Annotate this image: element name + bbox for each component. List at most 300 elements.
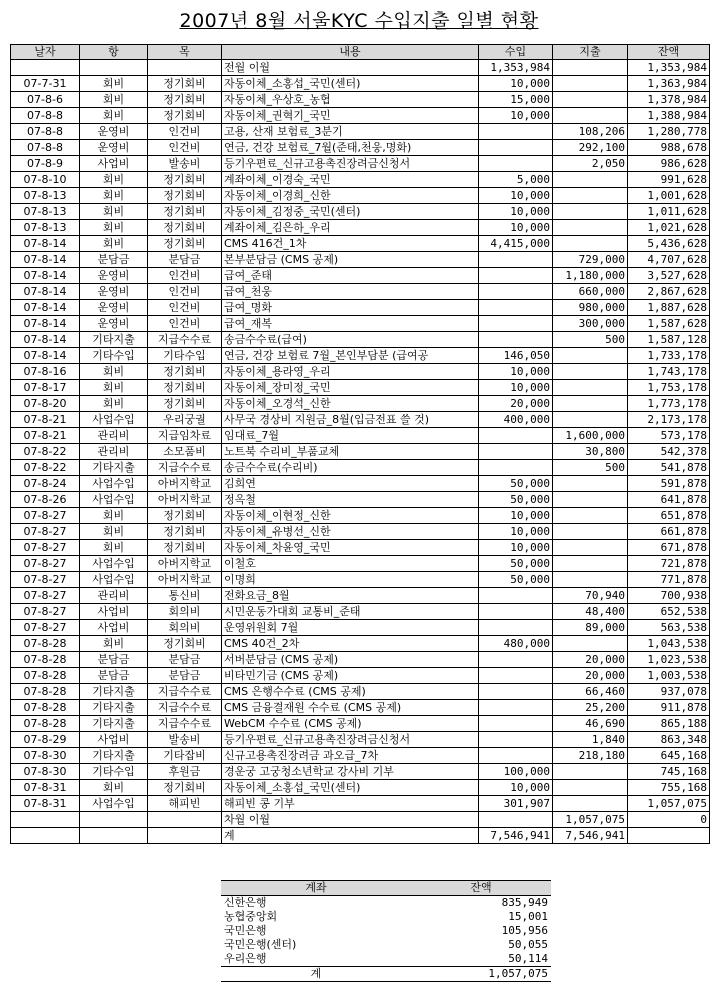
cell-expense: 300,000: [553, 316, 628, 332]
cell-sub: 정기회비: [148, 540, 222, 556]
cell-sub: 아버지학교: [148, 572, 222, 588]
total-balance: [628, 828, 710, 844]
table-row: [11, 668, 710, 684]
cell-income: 301,907: [479, 796, 553, 812]
summary-cell-balance: 50,114: [508, 952, 548, 965]
table-row: [11, 92, 710, 108]
table-row: [11, 556, 710, 572]
cell-expense: 70,940: [553, 588, 628, 604]
cell-expense: [553, 364, 628, 380]
cell-sub: 발송비: [148, 156, 222, 172]
summary-cell-account: 국민은행: [224, 924, 267, 937]
cell-balance: 651,878: [628, 508, 710, 524]
cell-date: 07-8-28: [11, 684, 80, 700]
cell-date: 07-8-14: [11, 236, 80, 252]
cell-date: 07-8-8: [11, 124, 80, 140]
cell-date: 07-8-31: [11, 780, 80, 796]
cell-expense: 1,057,075: [553, 812, 628, 828]
cell-desc: 자동이체_차윤영_국민: [222, 540, 479, 556]
cell-income: 50,000: [479, 476, 553, 492]
cell-income: 4,415,000: [479, 236, 553, 252]
cell-desc: 자동이체_이현정_신한: [222, 508, 479, 524]
cell-expense: [553, 108, 628, 124]
cell-desc: 비타민기금 (CMS 공제): [222, 668, 479, 684]
cell-expense: [553, 508, 628, 524]
cell-balance: 4,707,628: [628, 252, 710, 268]
cell-item: 사업수입: [80, 796, 148, 812]
cell-income: [479, 588, 553, 604]
ledger-total-row: [11, 828, 710, 844]
total-expense: 7,546,941: [553, 828, 628, 844]
cell-desc: 자동이체_장미정_국민: [222, 380, 479, 396]
cell-item: 회비: [80, 188, 148, 204]
cell-income: [479, 252, 553, 268]
cell-desc: 자동이체_소홍섭_국민(센터): [222, 76, 479, 92]
table-row: [11, 348, 710, 364]
cell-expense: [553, 764, 628, 780]
cell-sub: 소모품비: [148, 444, 222, 460]
table-row: [11, 364, 710, 380]
cell-expense: [553, 204, 628, 220]
cell-item: 기타수입: [80, 764, 148, 780]
cell-income: [479, 268, 553, 284]
cell-expense: 25,200: [553, 700, 628, 716]
cell-income: 400,000: [479, 412, 553, 428]
cell-balance: 988,678: [628, 140, 710, 156]
table-row: [11, 140, 710, 156]
cell-balance: 5,436,628: [628, 236, 710, 252]
cell-date: 07-8-20: [11, 396, 80, 412]
table-row: [11, 700, 710, 716]
cell-desc: 연금, 건강 보험료_7월(준태,천웅,명화): [222, 140, 479, 156]
cell-item: 회비: [80, 364, 148, 380]
cell-date: 07-8-30: [11, 748, 80, 764]
cell-date: 07-8-27: [11, 540, 80, 556]
cell-date: 07-8-21: [11, 412, 80, 428]
cell-desc: 등기우편료_신규고용촉진장려금신청서: [222, 732, 479, 748]
header-item: 항: [80, 45, 148, 60]
table-row: [11, 60, 710, 76]
cell-date: 07-8-22: [11, 460, 80, 476]
cell-expense: 46,690: [553, 716, 628, 732]
cell-income: 10,000: [479, 364, 553, 380]
summary-cell-account: 농협중앙회: [224, 910, 278, 923]
cell-item: 기타수입: [80, 348, 148, 364]
cell-date: 07-8-27: [11, 620, 80, 636]
cell-income: 10,000: [479, 524, 553, 540]
cell-desc: WebCM 수수료 (CMS 공제): [222, 716, 479, 732]
cell-expense: 218,180: [553, 748, 628, 764]
cell-balance: 745,168: [628, 764, 710, 780]
cell-desc: 자동이체_소홍섭_국민(센터): [222, 780, 479, 796]
cell-income: 10,000: [479, 76, 553, 92]
cell-item: 기타지출: [80, 332, 148, 348]
cell-item: [80, 60, 148, 76]
cell-desc: 등기우편료_신규고용촉진장려금신청서: [222, 156, 479, 172]
table-row: [11, 268, 710, 284]
cell-sub: 정기회비: [148, 172, 222, 188]
table-row: [11, 748, 710, 764]
cell-balance: 771,878: [628, 572, 710, 588]
cell-date: 07-8-14: [11, 332, 80, 348]
cell-desc: 전화요금_8월: [222, 588, 479, 604]
cell-desc: 자동이체_이경희_신한: [222, 188, 479, 204]
cell-date: 07-8-8: [11, 140, 80, 156]
cell-sub: 후원금: [148, 764, 222, 780]
cell-desc: 서버분담금 (CMS 공제): [222, 652, 479, 668]
cell-desc: CMS 416건_1차: [222, 236, 479, 252]
cell-income: [479, 700, 553, 716]
cell-sub: 정기회비: [148, 204, 222, 220]
table-row: [11, 156, 710, 172]
cell-expense: 2,050: [553, 156, 628, 172]
list-item: [221, 924, 551, 938]
cell-income: [479, 332, 553, 348]
cell-date: 07-8-14: [11, 316, 80, 332]
cell-date: 07-8-27: [11, 508, 80, 524]
cell-item: 기타지출: [80, 700, 148, 716]
cell-item: 분담금: [80, 252, 148, 268]
cell-desc: CMS 40건_2차: [222, 636, 479, 652]
cell-expense: [553, 396, 628, 412]
cell-sub: 인건비: [148, 300, 222, 316]
summary-body: [221, 896, 551, 967]
cell-expense: [553, 556, 628, 572]
cell-sub: 정기회비: [148, 396, 222, 412]
ledger-header-row: [11, 45, 710, 60]
table-row: [11, 204, 710, 220]
cell-date: 07-8-31: [11, 796, 80, 812]
cell-desc: 이철호: [222, 556, 479, 572]
summary-cell-account: 신한은행: [224, 896, 267, 909]
cell-desc: 김희연: [222, 476, 479, 492]
cell-item: 운영비: [80, 300, 148, 316]
cell-income: 50,000: [479, 556, 553, 572]
cell-income: 10,000: [479, 188, 553, 204]
cell-income: [479, 460, 553, 476]
cell-income: 10,000: [479, 108, 553, 124]
cell-expense: 20,000: [553, 668, 628, 684]
cell-date: 07-8-14: [11, 268, 80, 284]
cell-sub: 발송비: [148, 732, 222, 748]
cell-income: 100,000: [479, 764, 553, 780]
cell-sub: 지급수수료: [148, 716, 222, 732]
cell-sub: 정기회비: [148, 108, 222, 124]
cell-sub: 인건비: [148, 124, 222, 140]
cell-expense: 20,000: [553, 652, 628, 668]
cell-date: 07-8-28: [11, 652, 80, 668]
cell-item: 기타지출: [80, 460, 148, 476]
cell-sub: 인건비: [148, 268, 222, 284]
cell-item: 회비: [80, 172, 148, 188]
cell-item: 사업비: [80, 604, 148, 620]
cell-balance: 641,878: [628, 492, 710, 508]
table-row: [11, 764, 710, 780]
cell-balance: 1,023,538: [628, 652, 710, 668]
cell-sub: 정기회비: [148, 220, 222, 236]
cell-income: [479, 732, 553, 748]
cell-desc: 사무국 경상비 지원금_8월(입금전표 쓸 것): [222, 412, 479, 428]
cell-item: 회비: [80, 108, 148, 124]
cell-sub: 회의비: [148, 620, 222, 636]
cell-sub: 분담금: [148, 652, 222, 668]
header-sub: 목: [148, 45, 222, 60]
cell-desc: 자동이체_유병선_신한: [222, 524, 479, 540]
cell-sub: 통신비: [148, 588, 222, 604]
summary-cell-balance: 50,055: [508, 938, 548, 951]
cell-balance: 755,168: [628, 780, 710, 796]
summary-header-account: 계좌: [221, 881, 411, 896]
cell-expense: [553, 492, 628, 508]
cell-item: 회비: [80, 540, 148, 556]
cell-desc: 본부분담금 (CMS 공제): [222, 252, 479, 268]
cell-balance: 1,733,178: [628, 348, 710, 364]
table-row: [11, 220, 710, 236]
table-row: [11, 716, 710, 732]
cell-date: 07-8-28: [11, 716, 80, 732]
summary-total-label: 계: [221, 967, 411, 982]
table-row: [11, 332, 710, 348]
cell-expense: [553, 412, 628, 428]
cell-sub: 지급수수료: [148, 700, 222, 716]
summary-header-row: [221, 881, 551, 896]
summary-total-row: [221, 967, 551, 982]
cell-desc: 급여_명화: [222, 300, 479, 316]
cell-date: 07-8-14: [11, 252, 80, 268]
cell-balance: 3,527,628: [628, 268, 710, 284]
cell-date: 07-8-16: [11, 364, 80, 380]
table-row: [11, 124, 710, 140]
cell-balance: 865,188: [628, 716, 710, 732]
cell-expense: 980,000: [553, 300, 628, 316]
cell-balance: 1,587,128: [628, 332, 710, 348]
cell-item: 운영비: [80, 316, 148, 332]
header-expense: 지출: [553, 45, 628, 60]
cell-balance: 563,538: [628, 620, 710, 636]
cell-item: 관리비: [80, 444, 148, 460]
cell-sub: 지급수수료: [148, 332, 222, 348]
cell-balance: 661,878: [628, 524, 710, 540]
cell-income: [479, 748, 553, 764]
list-item: [221, 910, 551, 924]
cell-income: 20,000: [479, 396, 553, 412]
cell-balance: 591,878: [628, 476, 710, 492]
cell-balance: 2,867,628: [628, 284, 710, 300]
cell-income: [479, 156, 553, 172]
cell-expense: 500: [553, 460, 628, 476]
cell-date: 07-8-13: [11, 188, 80, 204]
cell-sub: 정기회비: [148, 380, 222, 396]
cell-sub: 아버지학교: [148, 492, 222, 508]
cell-item: 기타지출: [80, 684, 148, 700]
table-row: [11, 796, 710, 812]
table-row: [11, 460, 710, 476]
cell-item: 운영비: [80, 124, 148, 140]
cell-expense: 729,000: [553, 252, 628, 268]
table-row: [11, 300, 710, 316]
summary-cell-account: 국민은행(센터): [224, 938, 297, 951]
table-row: [11, 588, 710, 604]
cell-date: 07-8-30: [11, 764, 80, 780]
cell-desc: CMS 은행수수료 (CMS 공제): [222, 684, 479, 700]
cell-expense: 108,206: [553, 124, 628, 140]
table-row: [11, 492, 710, 508]
cell-expense: [553, 76, 628, 92]
cell-balance: 1,743,178: [628, 364, 710, 380]
cell-balance: 1,388,984: [628, 108, 710, 124]
cell-sub: 인건비: [148, 140, 222, 156]
cell-income: [479, 668, 553, 684]
cell-income: [479, 300, 553, 316]
cell-item: 사업비: [80, 732, 148, 748]
cell-date: 07-8-27: [11, 588, 80, 604]
cell-sub: 지급임차료: [148, 428, 222, 444]
cell-income: [479, 140, 553, 156]
cell-sub: 정기회비: [148, 236, 222, 252]
cell-sub: 정기회비: [148, 76, 222, 92]
cell-balance: 671,878: [628, 540, 710, 556]
cell-desc: 운영위원회 7월: [222, 620, 479, 636]
cell-date: [11, 60, 80, 76]
cell-desc: 시민운동가대회 교통비_준태: [222, 604, 479, 620]
cell-expense: [553, 60, 628, 76]
cell-date: 07-8-6: [11, 92, 80, 108]
cell-expense: 89,000: [553, 620, 628, 636]
cell-income: [479, 620, 553, 636]
cell-date: 07-7-31: [11, 76, 80, 92]
cell-desc: 자동이체_우상호_농협: [222, 92, 479, 108]
table-row: [11, 780, 710, 796]
table-row: [11, 524, 710, 540]
cell-desc: 급여_준태: [222, 268, 479, 284]
cell-sub: 분담금: [148, 668, 222, 684]
total-label: 계: [222, 828, 479, 844]
cell-expense: [553, 540, 628, 556]
header-date: 날자: [11, 45, 80, 60]
cell-sub: 아버지학교: [148, 556, 222, 572]
cell-sub: 정기회비: [148, 364, 222, 380]
table-row: [11, 316, 710, 332]
cell-date: 07-8-28: [11, 636, 80, 652]
cell-item: 사업수입: [80, 556, 148, 572]
summary-total-balance: 1,057,075: [411, 967, 551, 982]
cell-income: [479, 124, 553, 140]
table-row: [11, 284, 710, 300]
table-row: [11, 652, 710, 668]
header-balance: 잔액: [628, 45, 710, 60]
cell-sub: 정기회비: [148, 92, 222, 108]
total-income: 7,546,941: [479, 828, 553, 844]
cell-item: 분담금: [80, 652, 148, 668]
cell-balance: 1,280,778: [628, 124, 710, 140]
header-desc: 내용: [222, 45, 479, 60]
cell-expense: 500: [553, 332, 628, 348]
cell-expense: [553, 796, 628, 812]
cell-income: [479, 716, 553, 732]
cell-date: 07-8-29: [11, 732, 80, 748]
cell-desc: 자동이체_오경석_신한: [222, 396, 479, 412]
table-row: [11, 476, 710, 492]
cell-income: [479, 444, 553, 460]
cell-date: 07-8-8: [11, 108, 80, 124]
cell-desc: 계좌이체_김은하_우리: [222, 220, 479, 236]
summary-header-balance: 잔액: [411, 881, 551, 896]
table-row: [11, 620, 710, 636]
cell-sub: 정기회비: [148, 188, 222, 204]
cell-desc: 급여_재복: [222, 316, 479, 332]
cell-expense: [553, 780, 628, 796]
cell-balance: 911,878: [628, 700, 710, 716]
list-item: [221, 938, 551, 952]
cell-sub: 정기회비: [148, 508, 222, 524]
cell-date: 07-8-14: [11, 284, 80, 300]
cell-sub: 기타수입: [148, 348, 222, 364]
cell-balance: 1,887,628: [628, 300, 710, 316]
cell-desc: 임대료_7월: [222, 428, 479, 444]
cell-item: 회비: [80, 220, 148, 236]
cell-expense: 292,100: [553, 140, 628, 156]
cell-desc: 자동이체_김정중_국민(센터): [222, 204, 479, 220]
cell-item: 관리비: [80, 588, 148, 604]
cell-item: 기타지출: [80, 716, 148, 732]
cell-desc: CMS 금융결재원 수수료 (CMS 공제): [222, 700, 479, 716]
table-row: [11, 428, 710, 444]
cell-income: 50,000: [479, 572, 553, 588]
cell-balance: 645,168: [628, 748, 710, 764]
page-title: 2007년 8월 서울KYC 수입지출 일별 현황: [179, 10, 539, 32]
cell-item: 기타지출: [80, 748, 148, 764]
cell-item: 회비: [80, 92, 148, 108]
summary-cell-balance: 105,956: [501, 924, 548, 937]
table-row: [11, 236, 710, 252]
cell-sub: 정기회비: [148, 780, 222, 796]
cell-date: 07-8-14: [11, 300, 80, 316]
cell-desc: 고용, 산재 보험료_3분기: [222, 124, 479, 140]
table-row: [11, 636, 710, 652]
cell-income: [479, 812, 553, 828]
cell-desc: 경운궁 고궁청소년학교 강사비 기부: [222, 764, 479, 780]
cell-sub: [148, 812, 222, 828]
cell-expense: [553, 348, 628, 364]
cell-item: 사업수입: [80, 476, 148, 492]
cell-balance: 1,043,538: [628, 636, 710, 652]
table-row: [11, 732, 710, 748]
cell-desc: 차월 이월: [222, 812, 479, 828]
cell-balance: 986,628: [628, 156, 710, 172]
cell-date: 07-8-22: [11, 444, 80, 460]
cell-expense: [553, 524, 628, 540]
cell-expense: 1,600,000: [553, 428, 628, 444]
header-income: 수입: [479, 45, 553, 60]
cell-income: 50,000: [479, 492, 553, 508]
table-row: [11, 380, 710, 396]
cell-date: 07-8-9: [11, 156, 80, 172]
cell-balance: 2,173,178: [628, 412, 710, 428]
cell-desc: 급여_천웅: [222, 284, 479, 300]
cell-date: 07-8-13: [11, 220, 80, 236]
cell-sub: 정기회비: [148, 524, 222, 540]
list-item: [221, 952, 551, 967]
cell-date: 07-8-27: [11, 524, 80, 540]
table-row: [11, 76, 710, 92]
cell-sub: 아버지학교: [148, 476, 222, 492]
cell-item: 회비: [80, 780, 148, 796]
cell-balance: 573,178: [628, 428, 710, 444]
cell-expense: [553, 172, 628, 188]
cell-sub: 우리궁궐: [148, 412, 222, 428]
cell-income: 10,000: [479, 780, 553, 796]
cell-expense: [553, 236, 628, 252]
